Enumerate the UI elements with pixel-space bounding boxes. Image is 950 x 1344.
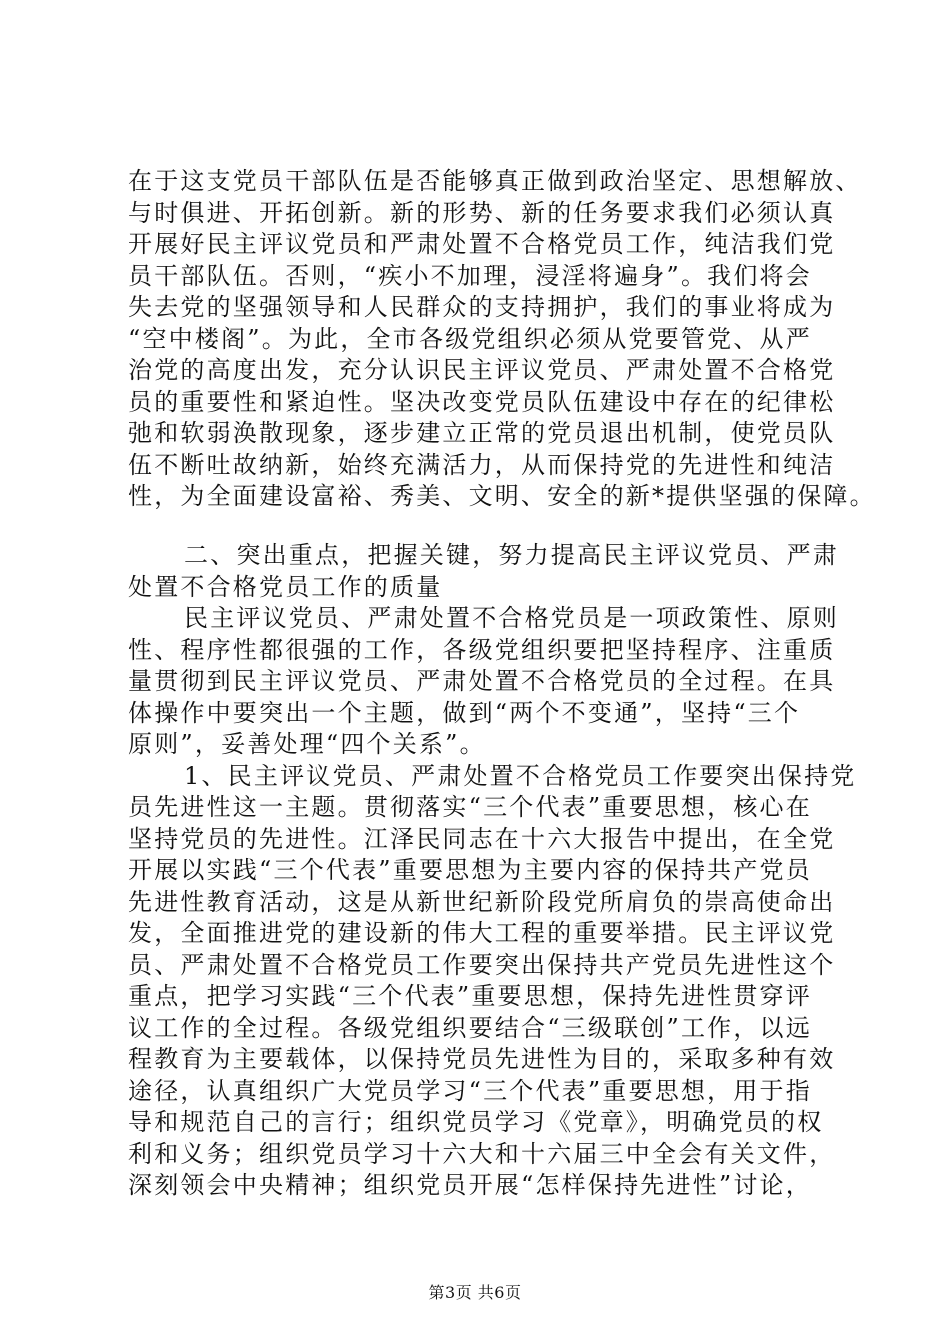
text-line: 体操作中要突出一个主题，做到“两个不变通”，坚持“三个 [128,698,801,727]
text-line: 议工作的全过程。各级党组织要结合“三级联创”工作，以远 [128,1013,812,1042]
text-line: 与时俱进、开拓创新。新的形势、新的任务要求我们必须认真 [128,198,836,227]
text-line: 1、民主评议党员、严肃处置不合格党员工作要突出保持党 [184,761,857,790]
text-line: 失去党的坚强领导和人民群众的支持拥护，我们的事业将成为 [128,293,836,321]
text-line: 导和规范自己的言行；组织党员学习《党章》，明确党员的权 [128,1108,824,1136]
text-line: 性、程序性都很强的工作，各级党组织要把坚持程序、注重质 [128,635,836,664]
text-line: 开展好民主评议党员和严肃处置不合格党员工作，纯洁我们党 [128,230,836,258]
text-line: 重点，把学习实践“三个代表”重要思想，保持先进性贯穿评 [128,982,812,1010]
text-line: 性，为全面建设富裕、秀美、文明、安全的新*提供坚强的保障。 [128,482,876,510]
paragraph-continuation [128,166,876,513]
text-line: 深刻领会中央精神；组织党员开展“怎样保持先进性”讨论， [128,1171,812,1199]
text-line: 员、严肃处置不合格党员工作要突出保持共产党员先进性这个 [128,950,836,979]
section-heading: 二、突出重点，把握关键，努力提高民主评议党员、严肃 [184,541,839,569]
text-line: 员干部队伍。否则，“疾小不加理，浸淫将遍身”。我们将会 [128,261,812,290]
text-line: 民主评议党员、严肃处置不合格党员是一项政策性、原则 [184,604,839,632]
text-line: 治党的高度出发，充分认识民主评议党员、严肃处置不合格党 [128,356,836,384]
text-line: 原则”，妥善处理“四个关系”。 [128,730,486,758]
text-line: 在于这支党员干部队伍是否能够真正做到政治坚定、思想解放、 [128,167,862,195]
text-line: 弛和软弱涣散现象，逐步建立正常的党员退出机制，使党员队 [128,419,836,447]
text-line: 途径，认真组织广大党员学习“三个代表”重要思想，用于指 [128,1076,812,1105]
text-line: “空中楼阁”。为此，全市各级党组织必须从党要管党、从严 [128,324,812,353]
page-number: 第3页 共6页 [428,1283,522,1302]
text-line: 发，全面推进党的建设新的伟大工程的重要举措。民主评议党 [128,919,836,947]
section-heading-continued: 处置不合格党员工作的质量 [128,572,443,601]
text-line: 员的重要性和紧迫性。坚决改变党员队伍建设中存在的纪律松 [128,387,836,416]
text-line: 程教育为主要载体，以保持党员先进性为目的，采取多种有效 [128,1045,836,1073]
section-two [128,540,858,1202]
text-line: 先进性教育活动，这是从新世纪新阶段党所肩负的崇高使命出 [128,887,836,916]
text-line: 坚持党员的先进性。江泽民同志在十六大报告中提出，在全党 [128,824,836,853]
text-line: 员先进性这一主题。贯彻落实“三个代表”重要思想，核心在 [128,793,812,821]
text-line: 伍不断吐故纳新，始终充满活力，从而保持党的先进性和纯洁 [128,450,836,479]
text-line: 量贯彻到民主评议党员、严肃处置不合格党员的全过程。在具 [128,667,836,695]
text-line: 利和义务；组织党员学习十六大和十六届三中全会有关文件， [128,1139,836,1168]
text-line: 开展以实践“三个代表”重要思想为主要内容的保持共产党员 [128,856,812,884]
